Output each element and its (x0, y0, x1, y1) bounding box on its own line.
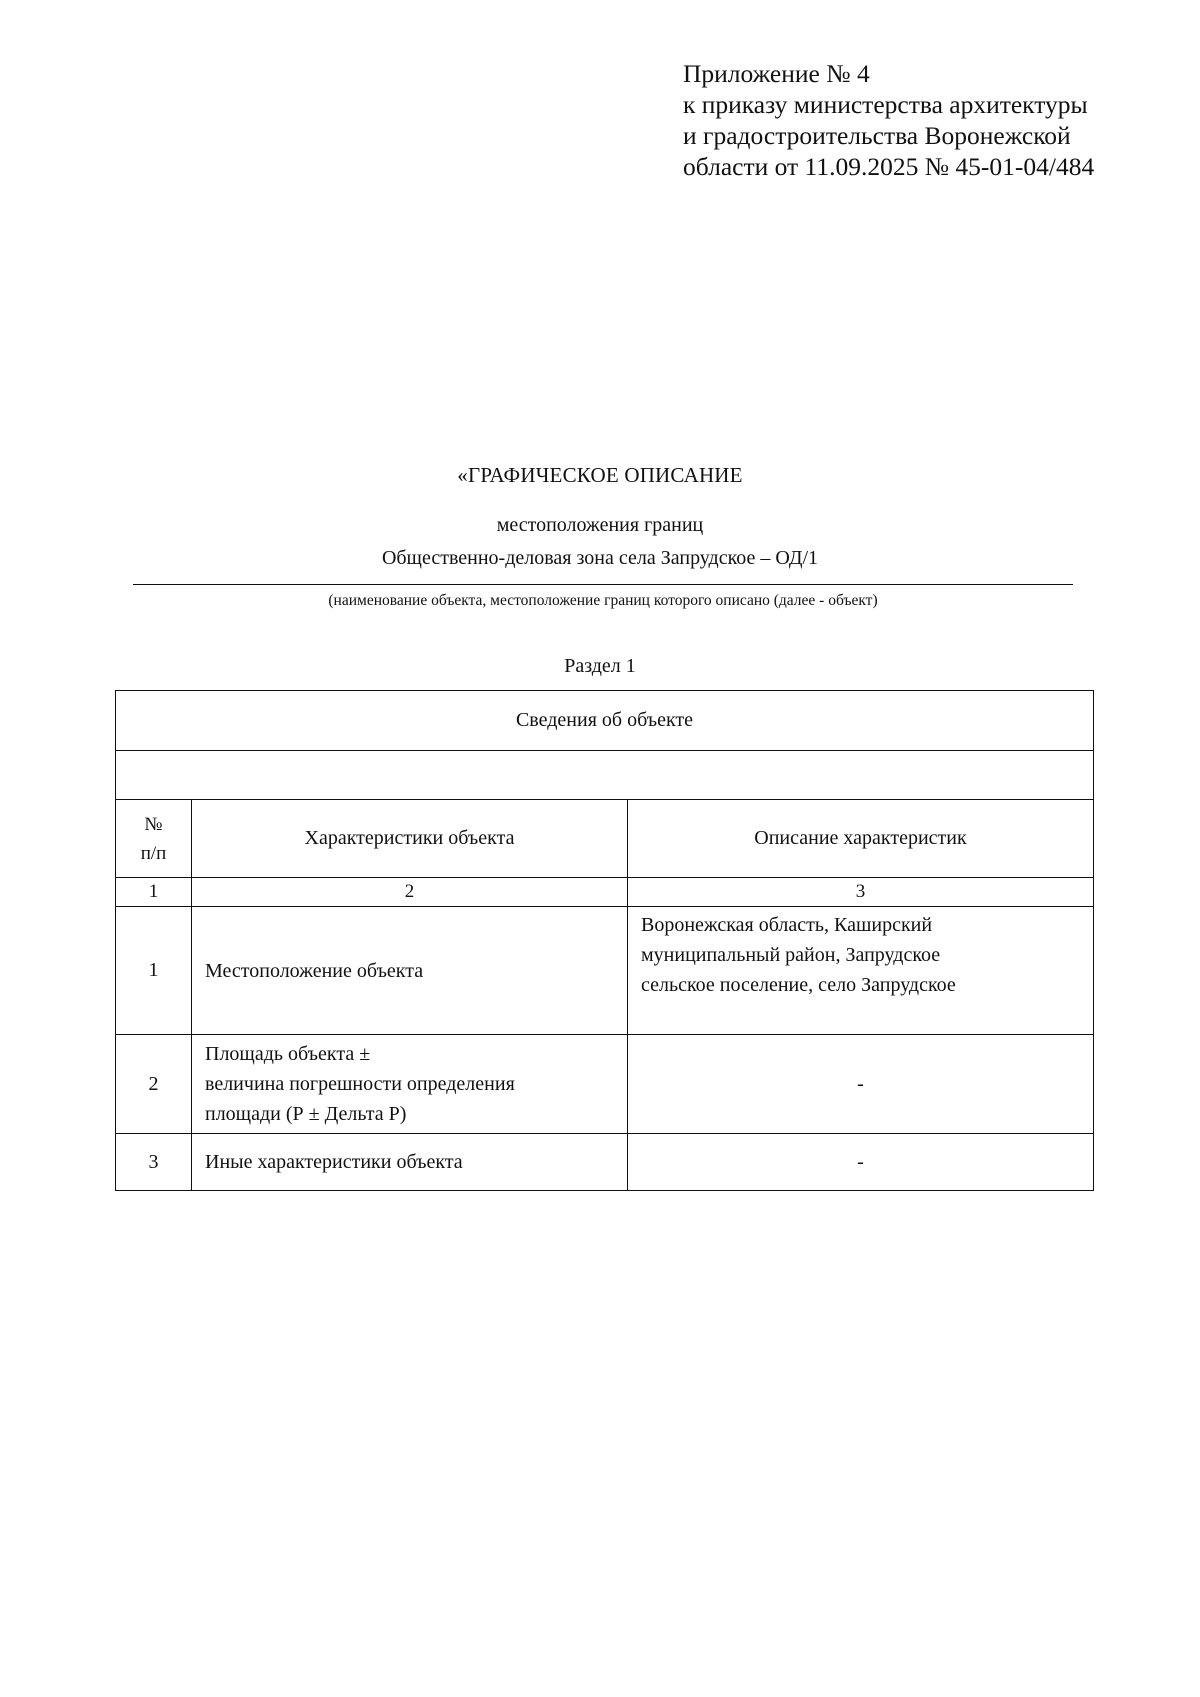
row-description (628, 1035, 1094, 1134)
column-header-number (116, 800, 192, 878)
characteristic-line: величина погрешности определения (205, 1073, 515, 1095)
table-row (116, 1134, 1094, 1191)
table-header-row (116, 691, 1094, 751)
table-row (116, 1035, 1094, 1134)
row-characteristic (192, 1134, 628, 1191)
appendix-line: области от 11.09.2025 № 45-01-04/484 (683, 152, 1095, 181)
column-header-description: Описание характеристик (628, 800, 1094, 878)
characteristic-line: Иные характеристики объекта (205, 1151, 463, 1173)
document-title: «ГРАФИЧЕСКОЕ ОПИСАНИЕ (457, 463, 743, 487)
document-subtitle: местоположения границ (496, 514, 704, 536)
characteristic-line: Местоположение объекта (205, 959, 424, 982)
characteristic-line: Площадь объекта ± (205, 1043, 371, 1065)
column-number-row (116, 878, 1094, 907)
characteristic-line: площади (Р ± Дельта Р) (205, 1103, 407, 1125)
table-empty-cell (116, 751, 1094, 800)
column-number: 2 (192, 878, 628, 907)
appendix-line: к приказу министерства архитектуры (683, 90, 1088, 119)
table-header: Сведения об объекте (116, 691, 1094, 751)
column-number: 3 (628, 878, 1094, 907)
description-line: Воронежская область, Каширский (641, 914, 933, 936)
row-characteristic (192, 907, 628, 1035)
row-number: 2 (116, 1035, 192, 1134)
appendix-line: и градостроительства Воронежской (683, 121, 1071, 150)
description-line: - (857, 1072, 864, 1095)
column-header-number-line: № (144, 813, 163, 835)
column-header-number-line: п/п (140, 842, 167, 864)
column-number: 1 (116, 878, 192, 907)
object-name: Общественно-деловая зона села Запрудское – ОД/1 (381, 547, 819, 569)
description-line: муниципальный район, Запрудское (641, 944, 941, 966)
column-header-row (116, 800, 1094, 878)
object-name-underline (133, 584, 1073, 585)
row-number: 3 (116, 1134, 192, 1191)
row-description (628, 907, 1094, 1035)
description-line: - (857, 1150, 864, 1173)
object-info-table (115, 690, 1094, 1191)
object-name-caption: (наименование объекта, местоположение границ которого описано (далее - объект) (328, 592, 878, 609)
row-description (628, 1134, 1094, 1191)
table-empty-row (116, 751, 1094, 800)
description-line: сельское поселение, село Запрудское (641, 974, 956, 996)
appendix-reference (683, 58, 1183, 182)
row-characteristic (192, 1035, 628, 1134)
appendix-line: Приложение № 4 (683, 59, 870, 88)
row-number: 1 (116, 907, 192, 1035)
section-label: Раздел 1 (564, 655, 636, 677)
table-row (116, 907, 1094, 1035)
column-header-characteristics: Характеристики объекта (192, 800, 628, 878)
